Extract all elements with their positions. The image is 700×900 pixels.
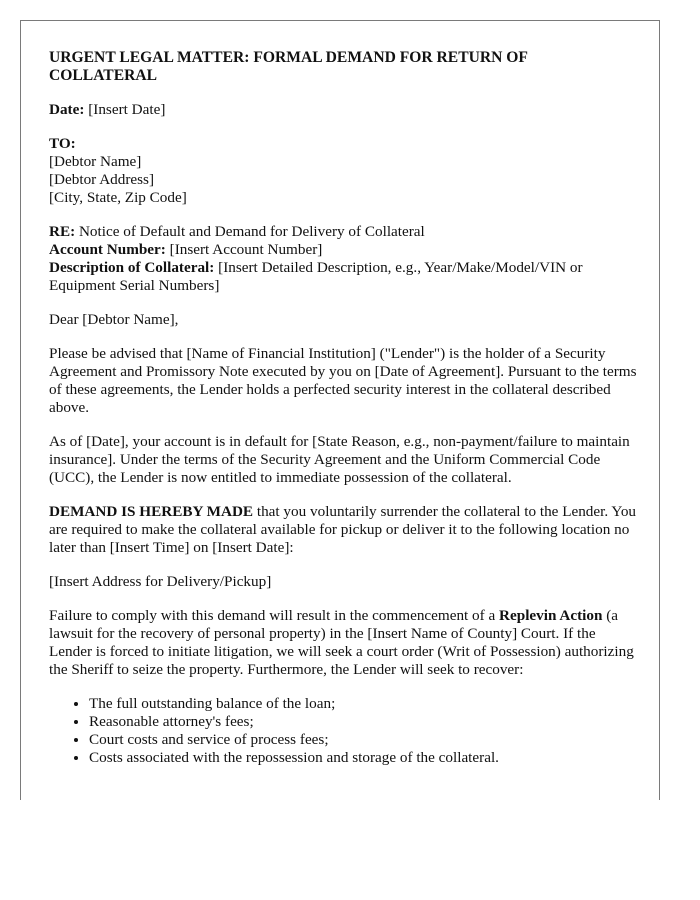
paragraph-demand xyxy=(49,503,639,557)
demand-bold: DEMAND IS HEREBY MADE xyxy=(49,503,254,520)
failure-text-1: Failure to comply with this demand will result in the commencement of a xyxy=(49,607,500,624)
paragraph-replevin xyxy=(49,607,639,679)
account-label: Account Number: xyxy=(49,241,166,258)
re-value: Notice of Default and Demand for Delivery of Collateral xyxy=(75,223,425,240)
collateral-value: [Insert Detailed Description, e.g., Year/Make/Model/VIN or Equipment Serial Numbers] xyxy=(49,259,583,294)
re-line xyxy=(49,223,639,241)
date-value: [Insert Date] xyxy=(84,101,166,118)
letter-page xyxy=(20,20,660,800)
recipient-block xyxy=(49,135,639,207)
debtor-name-line: [Debtor Name] xyxy=(49,153,142,170)
list-item: • The full outstanding balance of the loan; xyxy=(89,695,639,713)
account-value: [Insert Account Number] xyxy=(165,241,323,258)
collateral-label: Description of Collateral: xyxy=(49,259,215,276)
to-label: TO: xyxy=(49,135,76,152)
reference-block xyxy=(49,223,639,295)
paragraph-security-agreement: Please be advised that [Name of Financial Institution] ("Lender") is the holder of a Security Agreement and Promissory Note executed by you on [Date of Agreement]. Pursuant to the terms of these agreements, the Lender holds a perfected security interest in the collateral described above. xyxy=(49,345,637,416)
replevin-bold: Replevin Action xyxy=(499,607,603,624)
re-label: RE: xyxy=(49,223,76,240)
failure-text-2: (a lawsuit for the recovery of personal property) in the [Insert Name of County] Court. If the Lender is forced to initiate litigation, we will seek a court order (Writ of Possession) authorizing the Sheriff to seize the property. Furthermore, the Lender will seek to recover: xyxy=(49,607,634,678)
delivery-address-placeholder: [Insert Address for Delivery/Pickup] xyxy=(49,573,272,590)
salutation: Dear [Debtor Name], xyxy=(49,311,179,328)
date-line xyxy=(49,101,639,119)
collateral-line xyxy=(49,259,639,295)
recoverable-costs-list xyxy=(49,695,639,767)
paragraph-default: As of [Date], your account is in default for [State Reason, e.g., non-payment/failure to maintain insurance]. Under the terms of the Security Agreement and the Uniform Commercial Code (UCC), the Lender is now entitled to immediate possession of the collateral. xyxy=(49,433,630,486)
account-line xyxy=(49,241,639,259)
list-item: • Court costs and service of process fees; xyxy=(89,731,639,749)
debtor-city-line: [City, State, Zip Code] xyxy=(49,189,187,206)
date-label: Date: xyxy=(49,101,85,118)
letter-title: URGENT LEGAL MATTER: FORMAL DEMAND FOR RETURN OF COLLATERAL xyxy=(49,49,528,84)
list-item: • Reasonable attorney's fees; xyxy=(89,713,639,731)
demand-text: that you voluntarily surrender the collateral to the Lender. You are required to make the collateral available for pickup or deliver it to the following location no later than [Insert Time] on [Insert Date]: xyxy=(49,503,637,556)
debtor-address-line: [Debtor Address] xyxy=(49,171,155,188)
list-item: • Costs associated with the repossession and storage of the collateral. xyxy=(89,749,639,767)
letter-content xyxy=(49,49,639,767)
